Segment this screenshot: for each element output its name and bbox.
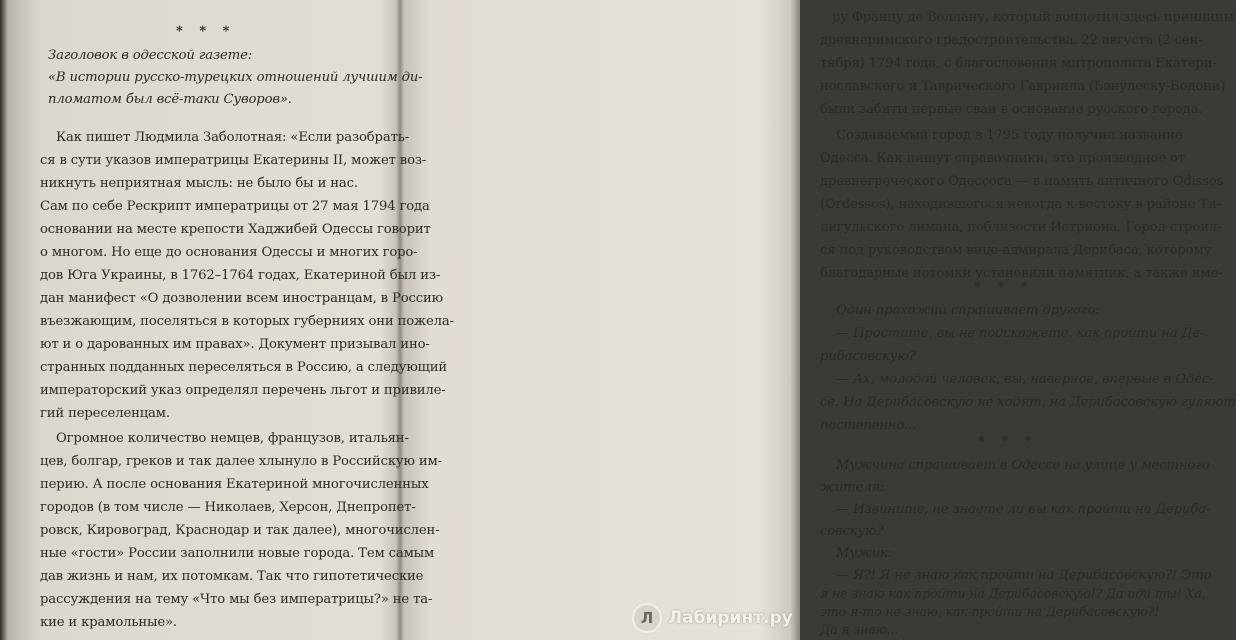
text-line: Сам по себе Рескрипт императрицы от 27 мая 1794 года — [40, 199, 430, 214]
dialogue-line: это я-то не знаю, как пройти на Дерибасовскую?! — [820, 604, 1160, 619]
text-line: древнегреческого Одессоса — в память античного Odissos — [820, 174, 1224, 189]
left-page — [0, 0, 454, 640]
text-line: основании на месте крепости Хаджибей Одессы говорит — [40, 222, 431, 237]
dialogue-line: — Простите, вы не подскажете, как пройти на Де- — [836, 326, 1205, 341]
text-line: ся под руководством вице-адмирала Дерибаса, которому — [820, 243, 1212, 258]
text-line: древнеримского градостроительства. 22 августа (2 сен- — [820, 33, 1203, 48]
text-line: (Ordessos), находившегося некогда к востоку в районе Ти- — [820, 197, 1221, 212]
section-separator: * * * — [978, 434, 1038, 449]
text-line: Одесса. Как пишут справочники, это производное от — [820, 151, 1185, 166]
text-line: ные «гости» России заполнили новые города. Тем самым — [40, 546, 435, 561]
text-line: гий переселенцам. — [40, 406, 170, 421]
dialogue-line: — Извините, не знаете ли вы как пройти на Дериба- — [836, 502, 1211, 517]
text-line: о многом. Но еще до основания Одессы и многих горо- — [40, 245, 418, 260]
dialogue-line: Мужчина спрашивает в Одессе на улице у местного — [836, 458, 1210, 473]
text-line: кие и крамольные». — [40, 615, 177, 630]
text-line: городов (в том числе — Николаев, Херсон, Днепропет- — [40, 500, 416, 515]
heading-line: Заголовок в одесской газете: — [48, 48, 253, 63]
right-page — [400, 0, 1236, 640]
dialogue-line: Мужик: — [836, 546, 893, 561]
heading-line: «В истории русско-турецких отношений лучшим ди- — [48, 70, 423, 85]
labirint-watermark — [632, 602, 794, 634]
text-line: ру Францу де Воллану, который воплотил здесь принципы — [832, 10, 1234, 25]
text-line: Создаваемый город в 1795 году получил название — [836, 128, 1183, 143]
text-line: странных подданных переселяться в Россию, а следующий — [40, 360, 448, 375]
text-line: лигульского лимана, поблизости Истриона. Город строил- — [820, 220, 1222, 235]
text-line: никнуть неприятная мысль: не было бы и нас. — [40, 176, 358, 191]
dialogue-line: се. На Дерибасовскую не ходят, на Дерибасовскую гуляют — [820, 395, 1236, 410]
dialogue-line: Да я знаю... — [820, 622, 899, 637]
text-line: дан манифест «О дозволении всем иностранцам, в Россию — [40, 291, 443, 306]
dialogue-line: я не знаю как пройти на Дерибасовскую!? Да иди ты! Ха, — [820, 586, 1206, 601]
section-separator: * * * — [176, 24, 236, 39]
text-line: нославского и Таврического Гавриила (Бэнулеску-Бодони) — [820, 79, 1226, 94]
dialogue-line: Один прохожий спрашивает другого: — [836, 303, 1100, 318]
text-line: благодарные потомки установили памятник, а также име- — [820, 266, 1223, 281]
text-line: перию. А после основания Екатериной многочисленных — [40, 477, 429, 492]
text-line: императорский указ определял перечень льгот и привиле- — [40, 383, 446, 398]
text-line: ся в сути указов императрицы Екатерины II, может воз- — [40, 153, 427, 168]
text-line: въезжающим, поселяться в которых губерниях они пожела- — [40, 314, 454, 329]
text-line: были забиты первые сваи в основание русского города. — [820, 102, 1203, 117]
dialogue-line: постепенно... — [820, 418, 917, 433]
dialogue-line: — Я?! Я не знаю как пройти на Дерибасовскую?! Это — [836, 568, 1212, 583]
text-line: дав жизнь и нам, их потомкам. Так что гипотетические — [40, 569, 424, 584]
labirint-logo-text: Лабиринт.ру — [668, 608, 793, 628]
dialogue-line: — Ах, молодой человек, вы, наверное, впервые в Одес- — [836, 372, 1214, 387]
heading-line: пломатом был всё-таки Суворов». — [48, 92, 292, 107]
dialogue-line: жителя: — [820, 480, 885, 495]
text-line: тября) 1794 года, с благословения митрополита Екатери- — [820, 56, 1217, 71]
text-line: цев, болгар, греков и так далее хлынуло в Российскую им- — [40, 454, 442, 469]
labirint-logo-icon: Л — [632, 603, 662, 633]
text-line: рассуждения на тему «Что мы без императрицы?» не та- — [40, 592, 433, 607]
text-line: ют и о дарованных им правах». Документ призывал ино- — [40, 337, 430, 352]
section-separator: * * * — [974, 280, 1034, 295]
text-line: Как пишет Людмила Заболотная: «Если разобрать- — [56, 130, 410, 145]
dialogue-line: совскую? — [820, 524, 884, 539]
dialogue-line: рибасовскую? — [820, 349, 916, 364]
text-line: дов Юга Украины, в 1762–1764 годах, Екатериной был из- — [40, 268, 441, 283]
text-line: Огромное количество немцев, французов, итальян- — [56, 431, 409, 446]
text-line: ровск, Кировоград, Краснодар и так далее), многочислен- — [40, 523, 440, 538]
